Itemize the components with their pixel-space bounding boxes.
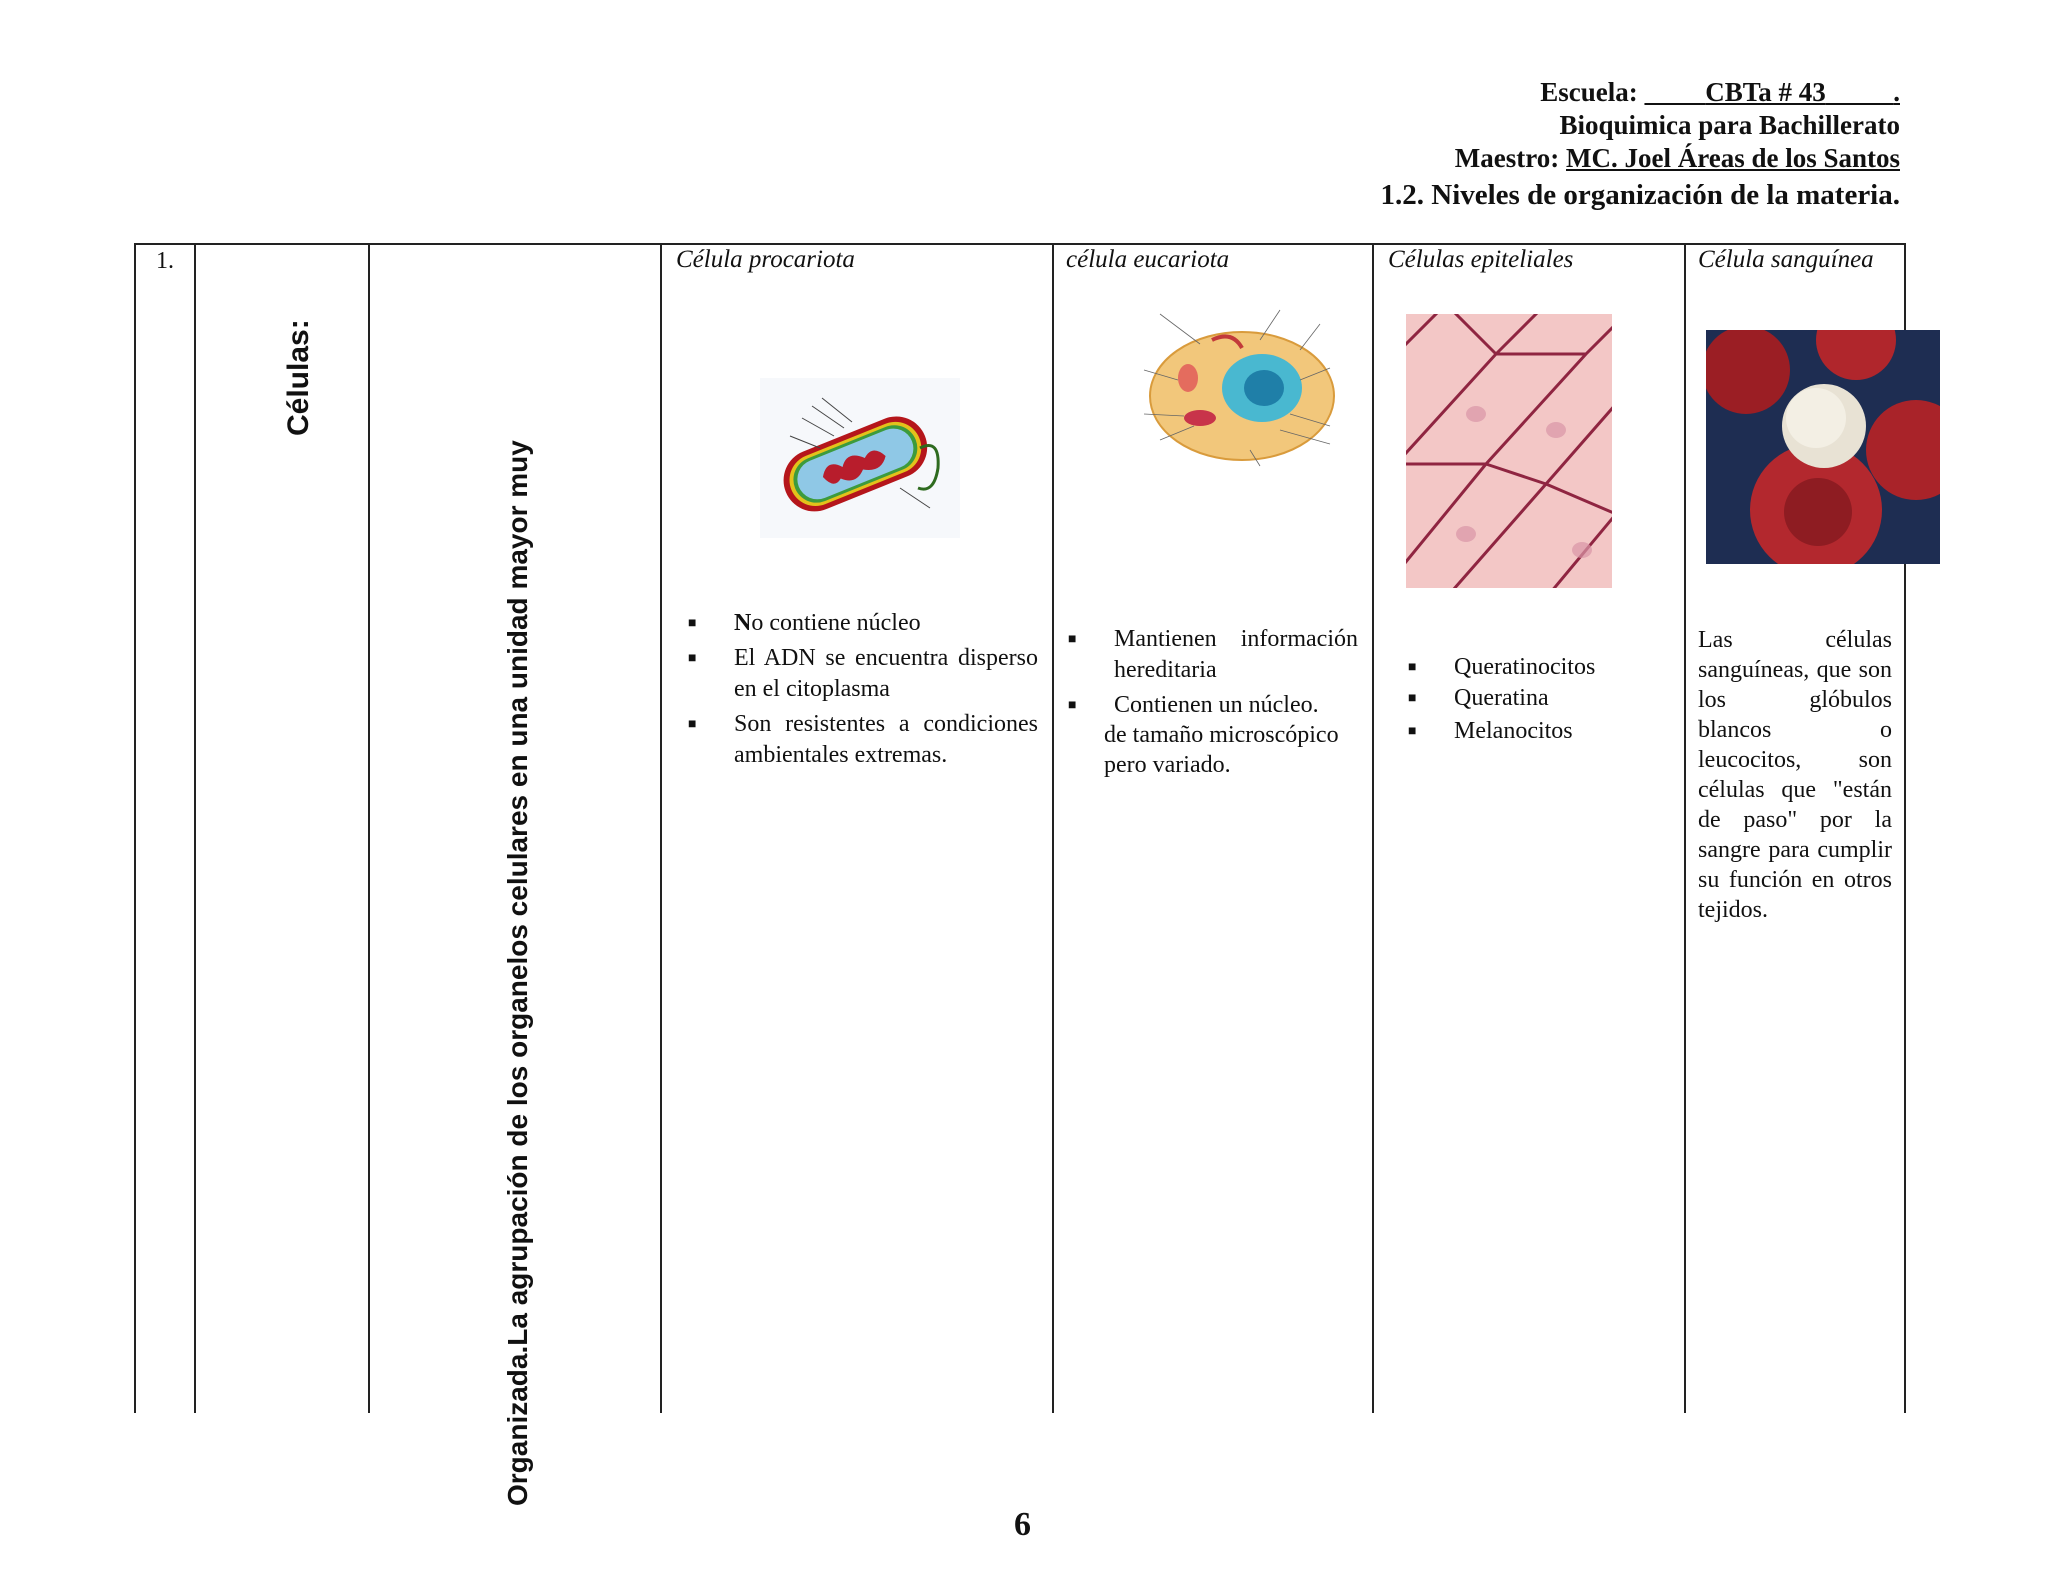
list-item: ■ El ADN se encuentra disperso en el citoplasma [688, 643, 1038, 705]
school-line [1381, 76, 1901, 109]
eukaryote-extra-text: de tamaño microscópico pero variado. [1104, 722, 1339, 778]
document-header [1381, 76, 1901, 215]
teacher-name: MC. Joel Áreas de los Santos [1566, 143, 1900, 173]
page-number: 6 [1014, 1506, 1031, 1543]
table-divider [1372, 243, 1374, 1413]
topic-title: 1.2. Niveles de organización de la materia. [1380, 179, 1900, 211]
organization-table [134, 243, 1906, 1413]
blood-cell-description: Las células sanguíneas, que son los glóbulos blancos o leucocitos, son células que "están de paso" por la sangre para cumplir su función en otros tejidos. [1698, 627, 1892, 923]
eukaryote-cell-diagram [1130, 300, 1350, 472]
list-item: ■ Son resistentes a condiciones ambientales extremas. [688, 709, 1038, 771]
school-value: CBTa # 43 . [1705, 77, 1900, 107]
list-item: ■ Queratinocitos [1408, 652, 1608, 683]
epithelial-cells-micrograph [1406, 314, 1612, 588]
table-divider [1684, 243, 1686, 1413]
list-item: ■ Queratina [1408, 683, 1608, 714]
row-title: Células: [282, 319, 315, 436]
row-description: Organizada.La agrupación de los organelos celulares en una unidad mayor muy [502, 440, 533, 1506]
prokaryote-cell-diagram [760, 378, 960, 538]
table-divider [134, 243, 136, 1413]
list-item: ■ Contienen un núcleo. [1068, 690, 1358, 721]
school-label: Escuela: [1540, 77, 1638, 107]
table-divider [194, 243, 196, 1413]
table-top-border [134, 243, 1906, 245]
table-divider [1052, 243, 1054, 1413]
course-title: Bioquimica para Bachillerato [1559, 110, 1900, 140]
epithelial-bullet-list [1408, 652, 1608, 747]
table-divider [660, 243, 662, 1413]
eukaryote-bullet-list [1068, 624, 1358, 721]
teacher-label: Maestro: [1454, 143, 1560, 173]
epithelial-heading: Células epiteliales [1388, 246, 1574, 273]
eukaryote-heading: célula eucariota [1066, 246, 1230, 273]
prokaryote-bullet-list [688, 608, 1038, 771]
prokaryote-heading: Célula procariota [676, 246, 855, 273]
list-item: ■ Mantienen información hereditaria [1068, 624, 1358, 686]
blood-cell-heading: Célula sanguínea [1698, 246, 1874, 273]
table-divider [368, 243, 370, 1413]
list-item: ■ Melanocitos [1408, 716, 1608, 747]
list-item: ■ No contiene núcleo [688, 608, 1038, 639]
teacher-line [1381, 142, 1901, 175]
blood-cells-micrograph [1706, 330, 1940, 564]
row-number: 1. [156, 248, 174, 274]
